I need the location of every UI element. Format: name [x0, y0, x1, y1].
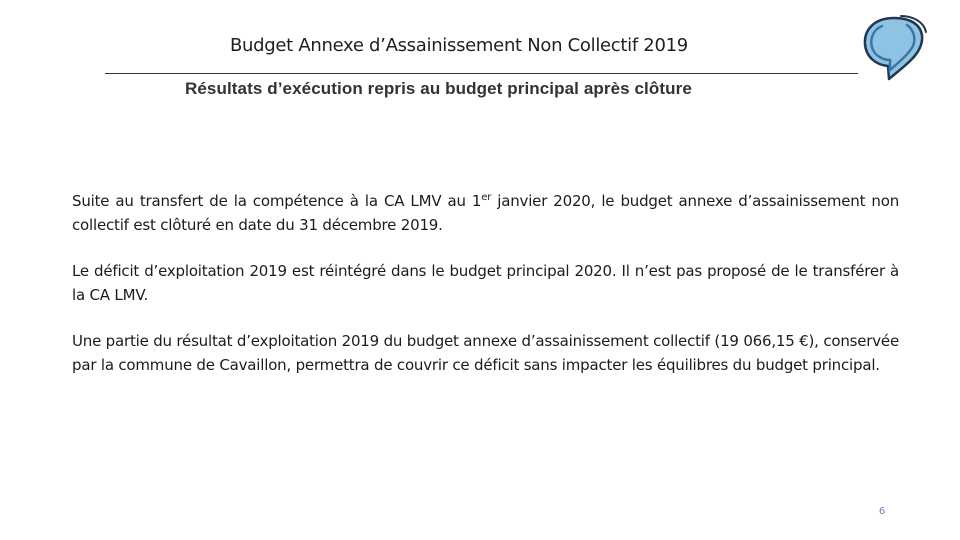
page-title: Budget Annexe d’Assainissement Non Collectif 2019 [230, 35, 688, 56]
paragraph-transfer-start: Suite au transfert de la compétence à la CA LMV au 1 [72, 192, 482, 210]
speech-bubble-logo-icon [858, 12, 930, 82]
title-divider [105, 73, 858, 74]
body-text [72, 189, 899, 399]
page-subtitle: Résultats d’exécution repris au budget principal après clôture [185, 79, 692, 98]
ordinal-superscript: er [481, 192, 492, 203]
paragraph-deficit: Le déficit d’exploitation 2019 est réintégré dans le budget principal 2020. Il n’est pas proposé de le transférer à la CA LMV. [72, 262, 899, 304]
paragraph-coverage: Une partie du résultat d’exploitation 2019 du budget annexe d’assainissement collectif (19 066,15 €), conservée par la commune de Cavaillon, permettra de couvrir ce déficit sans impacter les équilibres du budget principal. [72, 332, 899, 374]
paragraph-transfer [72, 189, 899, 237]
paragraph-transfer-end: janvier 2020, le budget annexe d’assainissement non collectif est clôturé en date du 31 décembre 2019. [72, 192, 900, 234]
page-number: 6 [878, 506, 886, 517]
